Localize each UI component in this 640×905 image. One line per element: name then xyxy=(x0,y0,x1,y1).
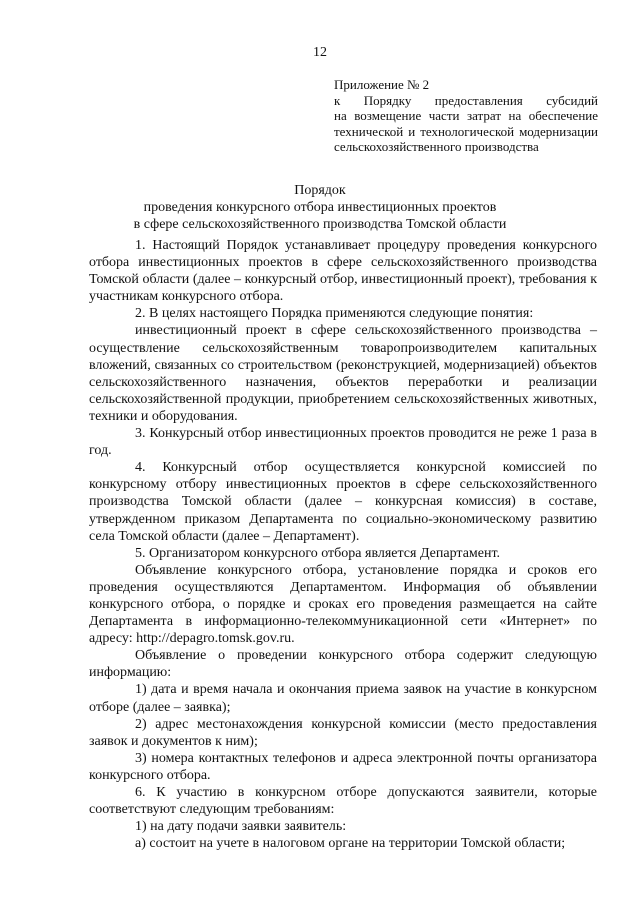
appendix-title: Приложение № 2 xyxy=(334,77,430,92)
paragraph-11: 3) номера контактных телефонов и адреса электронной почты организатора конкурсного отбора. xyxy=(89,750,597,783)
paragraph-4: 3. Конкурсный отбор инвестиционных проектов проводится не реже 1 раза в год. xyxy=(89,426,597,459)
paragraph-13: 1) на дату подачи заявки заявитель: xyxy=(135,819,347,835)
appendix-line-4: сельскохозяйственного производства xyxy=(334,139,539,154)
heading-line-3: в сфере сельскохозяйственного производства Томской области xyxy=(133,217,507,232)
paragraph-7: Объявление конкурсного отбора, установление порядка и сроков его проведения осуществляются Департаментом. Информация об объявлении конкурсного отбора, о порядке и сроках его проведения размещается на сайте Департамента в информационно-телекоммуникационной сети «Интернет» по адресу: http://depagro.tomsk.gov.ru. xyxy=(89,562,597,647)
paragraph-6: 5. Организатором конкурсного отбора является Департамент. xyxy=(135,545,501,561)
document-heading xyxy=(0,182,640,233)
paragraph-9: 1) дата и время начала и окончания приема заявок на участие в конкурсном отборе (далее – заявка); xyxy=(89,682,597,715)
paragraph-10: 2) адрес местонахождения конкурсной комиссии (место предоставления заявок и документов к ним); xyxy=(89,716,597,749)
appendix-line-1: к Порядку предоставления субсидий xyxy=(334,92,598,108)
appendix-line-3: технической и технологической модернизации xyxy=(334,123,598,139)
paragraph-5: 4. Конкурсный отбор осуществляется конкурсной комиссией по конкурсному отбору инвестиционных проектов в сфере сельскохозяйственного производства Томской области (далее – конкурсная комиссия) в составе, утвержденном приказом Департамента по социально-экономическому развитию села Томской области (далее – Департамент). xyxy=(89,460,597,544)
paragraph-2: 2. В целях настоящего Порядка применяются следующие понятия: xyxy=(135,306,534,322)
paragraph-3: инвестиционный проект в сфере сельскохозяйственного производства – осуществление сельскохозяйственным товаропроизводителем капитальных вложений, связанных со строительством (реконструкцией, модернизацией) объектов сельскохозяйственного назначения, объектов переработки и реализации сельскохозяйственной продукции, приобретением сельскохозяйственных животных, техники и оборудования. xyxy=(89,323,597,424)
heading-line-2: проведения конкурсного отбора инвестиционных проектов xyxy=(143,200,497,215)
paragraph-8: Объявление о проведении конкурсного отбора содержит следующую информацию: xyxy=(89,648,597,681)
document-body xyxy=(89,237,597,852)
paragraph-12: 6. К участию в конкурсном отборе допускаются заявители, которые соответствуют следующим требованиям: xyxy=(89,785,597,818)
paragraph-14: а) состоит на учете в налоговом органе на территории Томской области; xyxy=(135,836,566,852)
page-number: 12 xyxy=(313,45,327,60)
appendix-block xyxy=(334,77,598,155)
heading-line-1: Порядок xyxy=(294,183,346,198)
appendix-line-2: на возмещение части затрат на обеспечение xyxy=(334,108,598,123)
paragraph-1: 1. Настоящий Порядок устанавливает процедуру проведения конкурсного отбора инвестиционных проектов в сфере сельскохозяйственного производства Томской области (далее – конкурсный отбор, инвестиционный проект), требования к участникам конкурсного отбора. xyxy=(89,238,597,305)
